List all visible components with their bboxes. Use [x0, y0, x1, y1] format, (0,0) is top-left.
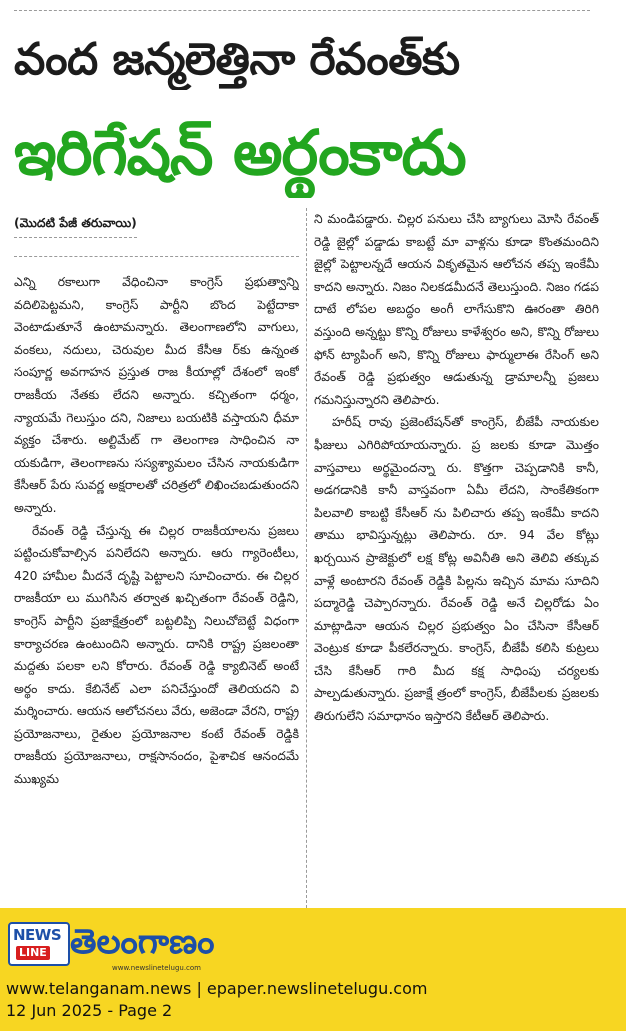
article-column-left: [14, 208, 299, 908]
logo-news-text: NEWS: [13, 926, 62, 944]
column-divider: [306, 208, 307, 908]
paragraph: హరీష్ రావు ప్రజెంటేషన్‌తో కాంగ్రెస్, బీజేపీ నాయకుల ఫీజులు ఎగిరిపోయాయన్నారు. ప్ర జలకు కూడా మొత్తం వాస్తవాలు అర్థమైందన్నా రు. కొత్తగా చెప్పడానికి కానీ, అడగడానికి కానీ వాస్తవంగా ఏమీ లేదని, సాంకేతికంగా పిలవాలి కాబట్టి కేసీఆర్ ను పిలిచారు తప్ప ఇంకేమీ కాదని తాము భావిస్తున్నట్లు తెలిపారు. రూ. 94 వేల కోట్లు ఖర్చయిన ప్రాజెక్టులో లక్ష కోట్ల అవినీతి అని తెలివి తక్కువ వాళ్లే అంటారని రేవంత్ రెడ్డికి పిల్లను ఇచ్చిన మామ సూదిని పద్మారెడ్డి చెప్పారన్నారు. రేవంత్ రెడ్డి అనే చిల్లరోడు ఏం మాట్లాడినా ఆయన చిల్లర ప్రభుత్వం ఏం చేసినా కేసీఆర్ వెంట్రుక కూడా పీకలేరన్నారు. కాంగ్రెస్, బీజేపీ కలిసి కుట్రలు చేసి కేసీఆర్ గారి మీద కక్ష సాధింపు చర్యలకు పాల్పడుతున్నారు. ప్రజాక్షే త్రంలో కాంగ్రెస్, బీజేపీలకు ప్రజలకు తిరుగులేని సమాధానం ఇస్తారని కేటీఆర్ తెలిపారు.: [314, 415, 599, 724]
telanganam-logo: తెలంగాణం: [70, 922, 215, 962]
headline-line-2: ఇరిగేషన్ అర్థంకాదు: [14, 116, 466, 189]
footer-banner: [0, 908, 626, 1031]
top-divider: [14, 10, 590, 11]
paragraph: ఎన్ని రకాలుగా వేధించినా కాంగ్రెస్ ప్రభుత్వాన్ని వదిలిపెట్టమని, కాంగ్రెస్ పార్టీని బొంద పెట్టేదాకా వెంటాడుతూనే ఉంటామన్నారు. తెలంగాణలోని వాగులు, వంకలు, నదులు, చెరువుల మీద కేసీఆ ర్‌కు ఉన్నంత సంపూర్ణ అవగాహన ప్రస్తుత రాజ కీయాల్లో దేశంలో ఇంకో రాజకీయ నేతకు లేదని అన్నారు. కచ్చితంగా ధర్మం, న్యాయమే గెలుస్తుం దని, నిజాలు బయటికి వస్తాయని ధీమా వ్యక్తం చేశారు. అల్టిమేట్ గా తెలంగాణ సాధించిన నా యకుడిగా, తెలంగాణను సస్యశ్యామలం చేసిన నాయకుడిగా కేసీఆర్ పేరు సువర్ణ అక్షరాలతో చరిత్రలో లిఖించబడుతుందని అన్నారు.: [14, 275, 299, 515]
logo-line-text: LINE: [16, 946, 50, 960]
column-separator: [14, 256, 299, 257]
paragraph: రేవంత్ రెడ్డి చేస్తున్న ఈ చిల్లర రాజకీయాలను ప్రజలు పట్టించుకోవాల్సిన పనిలేదని అన్నారు. ఆరు గ్యారెంటీలు, 420 హామీల మీదనే దృష్టి పెట్టాలని సూచించారు. ఈ చిల్లర రాజకీయా లు ముగిసిన తర్వాత ఖచ్చితంగా రేవంత్ రెడ్డిని, కాంగ్రెస్ పార్టీని ప్రజాక్షేత్రంలో బట్టలిప్పి నిలుచోబెట్టే విధంగా కార్యాచరణ ఉంటుందిని అన్నారు. దానికి రాష్ట్ర ప్రజలంతా మద్దతు పలకా లని కోరారు. రేవంత్ రెడ్డి క్యాబినెట్ అంటే అర్థం కాదు. కేబినేట్ ఎలా పనిచేస్తుందో తెలియదని వి మర్శించారు. ఆయన ఆలోచనలు వేరు, అజెండా వేరని, రాష్ట్ర ప్రయోజనాలు, రైతుల ప్రయోజనాల కంటే రేవంత్ రెడ్డికి రాజకీయ ప్రయోజనాలు, రాక్షసానందం, పైశాచిక ఆనందమే ముఖ్యమ: [14, 523, 299, 787]
continued-from-label: (మొదటి పేజీ తరువాయి): [14, 212, 137, 238]
newsline-logo: [8, 922, 70, 966]
headline-line-1: వంద జన్మలెత్తినా రేవంత్‌కు: [14, 34, 460, 85]
footer-links[interactable]: www.telanganam.news | epaper.newslinetelugu.com: [6, 979, 428, 998]
article-column-right: [314, 208, 599, 908]
article-body: [14, 208, 602, 908]
paragraph: ని మండిపడ్డారు. చిల్లర పనులు చేసి బ్యాగులు మోసి రేవంత్ రెడ్డి జైల్లో పడ్డాడు కాబట్టే మా వాళ్లను కూడా కొంతమందిని జైల్లో పెట్టాలన్నదే ఆయన వికృతమైన ఆలోచన తప్ప ఇంకేమీ కాదని అన్నారు. నిజం నిలకడమీదనే తెలుస్తుంది. నిజం గడప దాటే లోపల అబద్ధం అంగీ లాగేసుకొని ఊరంతా తిరిగి వస్తుంది అన్నట్టు కొన్ని రోజులు కాళేశ్వరం అని, కొన్ని రోజులు ఫోన్ ట్యాపింగ్ అని, కొన్ని రోజులు ఫార్ములాఈ రేసింగ్ అని రేవంత్ రెడ్డి ప్రభుత్వం ఆడుతున్న డ్రామాలన్నీ ప్రజలు గమనిస్తున్నారని తెలిపారు.: [314, 212, 599, 407]
brand-website: www.newslinetelugu.com: [112, 964, 201, 972]
footer-date-page: 12 Jun 2025 - Page 2: [6, 1001, 173, 1020]
